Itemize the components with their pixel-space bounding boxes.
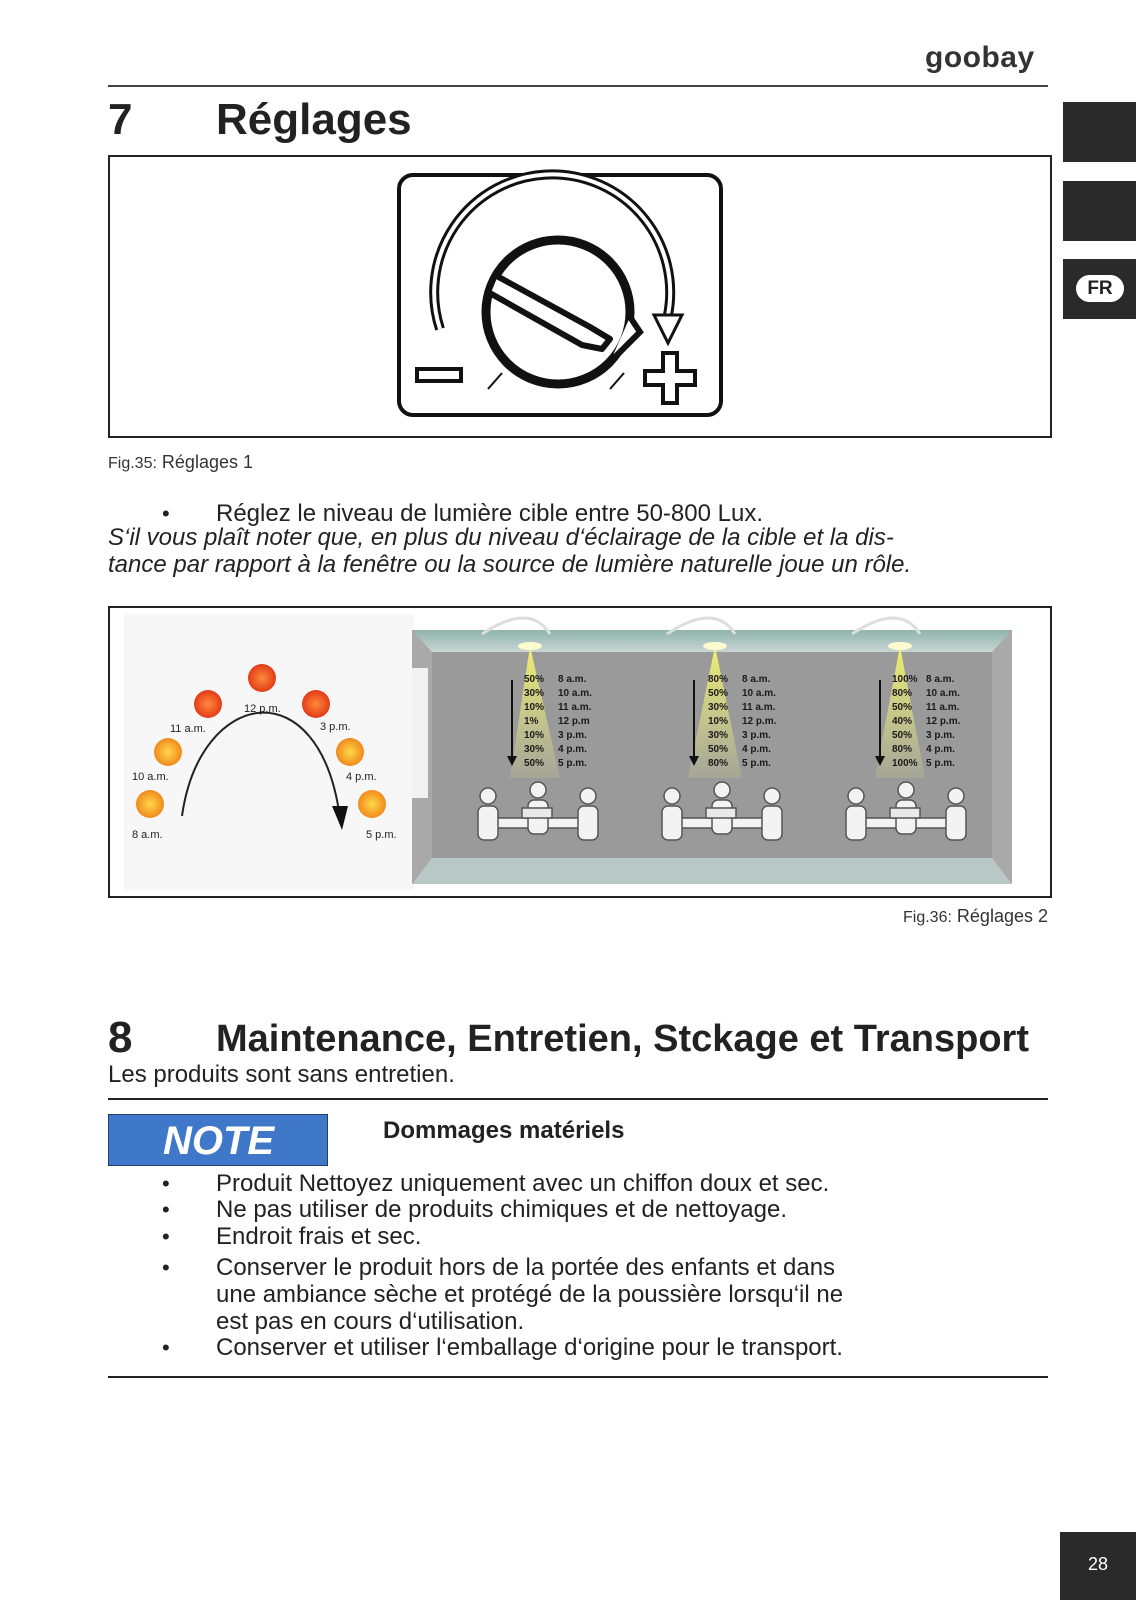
sun-icon	[194, 690, 222, 718]
header-rule	[108, 85, 1048, 87]
svg-text:10 a.m.: 10 a.m.	[926, 688, 960, 699]
svg-text:50%: 50%	[892, 730, 913, 741]
svg-text:100%: 100%	[892, 758, 918, 769]
dial-illustration	[110, 157, 1050, 436]
person-icon	[848, 788, 864, 804]
svg-text:3 p.m.: 3 p.m.	[742, 730, 771, 741]
page-number: 28	[1087, 1554, 1109, 1574]
caption-text: Réglages 1	[156, 452, 253, 472]
maintenance-intro: Les produits sont sans entretien.	[108, 1061, 455, 1088]
svg-text:12 p.m: 12 p.m	[558, 716, 590, 727]
svg-text:30%: 30%	[524, 744, 545, 755]
bullet-dot: •	[162, 1224, 170, 1249]
distance-note-line-1: S‘il vous plaît noter que, en plus du niveau d‘éclairage de la cible et la dis-	[108, 524, 894, 551]
bullet-dot: •	[162, 1255, 170, 1280]
bullet-dot: •	[162, 1197, 170, 1222]
svg-text:8 a.m.: 8 a.m.	[558, 674, 587, 685]
language-badge: FR	[1076, 275, 1124, 302]
person-icon	[664, 788, 680, 804]
room-1-levels	[524, 674, 592, 769]
note-bullet-list	[0, 1170, 1060, 1361]
list-item-text	[216, 1254, 843, 1335]
svg-text:10 a.m.: 10 a.m.	[742, 688, 776, 699]
caption-text: Réglages 2	[951, 906, 1048, 926]
svg-text:10%: 10%	[524, 730, 545, 741]
list-item-line: est pas en cours d‘utilisation.	[216, 1308, 525, 1335]
side-tab-language	[1063, 259, 1136, 319]
lux-bullet-text: Réglez le niveau de lumière cible entre 50-800 Lux.	[216, 500, 763, 527]
list-item	[0, 1334, 1060, 1361]
daylight-illustration	[110, 608, 1050, 896]
office-window	[412, 668, 428, 798]
note-top-rule	[108, 1098, 1048, 1100]
section-8-number: 8	[108, 1013, 133, 1062]
svg-text:80%: 80%	[892, 688, 913, 699]
sun-time-label: 8 a.m.	[132, 829, 163, 841]
person-icon	[764, 788, 780, 804]
page-number-box	[1060, 1532, 1136, 1600]
list-item-text: Ne pas utiliser de produits chimiques et de nettoyage.	[216, 1196, 787, 1223]
list-item	[0, 1254, 1060, 1335]
laptop-icon	[890, 808, 920, 818]
bullet-dot: •	[162, 1335, 170, 1360]
svg-text:80%: 80%	[892, 744, 913, 755]
sun-time-label: 5 p.m.	[366, 829, 397, 841]
svg-text:50%: 50%	[524, 758, 545, 769]
room-2-levels	[708, 674, 777, 769]
section-7-number: 7	[108, 95, 133, 144]
caption-prefix: Fig.36:	[903, 909, 952, 926]
logo-text: goobay	[925, 41, 1035, 74]
svg-text:30%: 30%	[524, 688, 545, 699]
distance-note	[108, 524, 1048, 578]
distance-note-line-2: tance par rapport à la fenêtre ou la source de lumière naturelle joue un rôle.	[108, 551, 912, 578]
svg-text:50%: 50%	[892, 702, 913, 713]
figure-35	[108, 155, 1052, 438]
svg-text:12 p.m.: 12 p.m.	[742, 716, 777, 727]
svg-text:5 p.m.: 5 p.m.	[742, 758, 771, 769]
note-heading: Dommages matériels	[383, 1117, 625, 1144]
svg-text:5 p.m.: 5 p.m.	[926, 758, 955, 769]
figure-36-caption	[903, 906, 1048, 927]
svg-text:30%: 30%	[708, 730, 729, 741]
list-item	[0, 1223, 1060, 1250]
list-item-line: Conserver le produit hors de la portée des enfants et dans	[216, 1254, 836, 1281]
svg-text:10 a.m.: 10 a.m.	[558, 688, 592, 699]
person-icon	[580, 788, 596, 804]
figure-35-caption	[108, 452, 253, 473]
svg-text:11 a.m.: 11 a.m.	[742, 702, 776, 713]
svg-text:30%: 30%	[708, 702, 729, 713]
svg-text:80%: 80%	[708, 758, 729, 769]
list-item-text: Produit Nettoyez uniquement avec un chiffon doux et sec.	[216, 1170, 830, 1197]
lamp-icon	[703, 642, 727, 650]
list-item	[0, 1196, 1060, 1223]
svg-text:8 a.m.: 8 a.m.	[742, 674, 771, 685]
laptop-icon	[706, 808, 736, 818]
sun-time-label: 11 a.m.	[170, 723, 206, 735]
svg-text:40%: 40%	[892, 716, 913, 727]
minus-icon	[417, 369, 461, 381]
sun-icon	[358, 790, 386, 818]
svg-text:12 p.m.: 12 p.m.	[926, 716, 961, 727]
sun-icon	[154, 738, 182, 766]
sun-time-label: 12 p.m.	[244, 703, 281, 715]
sun-time-label: 10 a.m.	[132, 771, 169, 783]
bullet-dot: •	[162, 501, 170, 526]
laptop-icon	[522, 808, 552, 818]
svg-text:10%: 10%	[524, 702, 545, 713]
lamp-icon	[518, 642, 542, 650]
svg-text:3 p.m.: 3 p.m.	[926, 730, 955, 741]
svg-text:100%: 100%	[892, 674, 918, 685]
person-icon	[948, 788, 964, 804]
sun-icon	[302, 690, 330, 718]
caption-prefix: Fig.35:	[108, 455, 157, 472]
svg-text:4 p.m.: 4 p.m.	[742, 744, 771, 755]
note-bottom-rule	[108, 1376, 1048, 1378]
note-label-box: NOTE	[108, 1114, 328, 1166]
bullet-dot: •	[162, 1171, 170, 1196]
lamp-icon	[888, 642, 912, 650]
svg-text:4 p.m.: 4 p.m.	[558, 744, 587, 755]
goobay-logo	[925, 38, 1050, 78]
sun-time-label: 3 p.m.	[320, 721, 351, 733]
list-item-text: Conserver et utiliser l‘emballage d‘origine pour le transport.	[216, 1334, 843, 1361]
side-tab-1	[1063, 102, 1136, 162]
svg-text:3 p.m.: 3 p.m.	[558, 730, 587, 741]
list-item-line: une ambiance sèche et protégé de la poussière lorsqu‘il ne	[216, 1281, 844, 1308]
room-3-levels	[892, 674, 961, 769]
svg-text:50%: 50%	[708, 744, 729, 755]
svg-text:50%: 50%	[524, 674, 545, 685]
svg-text:11 a.m.: 11 a.m.	[926, 702, 960, 713]
svg-text:4 p.m.: 4 p.m.	[926, 744, 955, 755]
svg-text:80%: 80%	[708, 674, 729, 685]
sun-icon	[136, 790, 164, 818]
person-icon	[480, 788, 496, 804]
person-icon	[714, 782, 730, 798]
side-tab-2	[1063, 181, 1136, 241]
svg-text:50%: 50%	[708, 688, 729, 699]
svg-text:1%: 1%	[524, 716, 539, 727]
person-icon	[898, 782, 914, 798]
sun-icon	[248, 664, 276, 692]
office-floor	[412, 858, 1012, 884]
section-8-title: Maintenance, Entretien, Stckage et Transport	[216, 1018, 1029, 1060]
list-item-text: Endroit frais et sec.	[216, 1223, 422, 1250]
person-icon	[530, 782, 546, 798]
svg-text:5 p.m.: 5 p.m.	[558, 758, 587, 769]
figure-36	[108, 606, 1052, 898]
list-item	[0, 1170, 1060, 1197]
section-7-title: Réglages	[216, 95, 412, 144]
svg-text:8 a.m.: 8 a.m.	[926, 674, 955, 685]
svg-text:11 a.m.: 11 a.m.	[558, 702, 592, 713]
svg-text:10%: 10%	[708, 716, 729, 727]
sun-icon	[336, 738, 364, 766]
sun-time-label: 4 p.m.	[346, 771, 377, 783]
